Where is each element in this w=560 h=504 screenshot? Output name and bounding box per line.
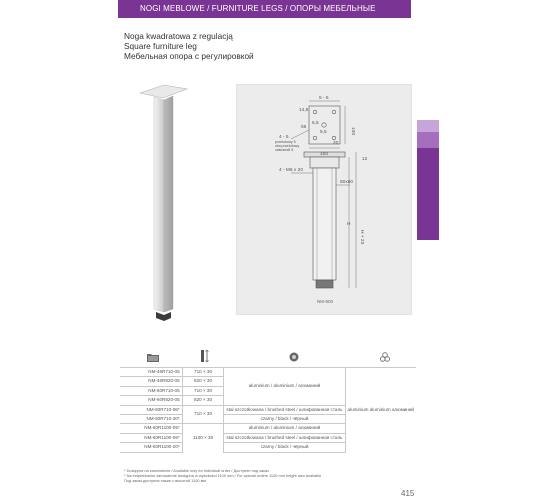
height-dimension-icon <box>200 349 210 367</box>
leg-photo <box>118 60 218 340</box>
technical-drawing <box>236 84 412 315</box>
footnote-2: * Na indywidualne zamówienie dostępna w wysokości 1100 mm / For special orders 1100 mm height also available <box>124 473 322 479</box>
profile-dim: 60x60 <box>340 180 354 185</box>
footnote-1: * Dostępna na zamówienie / Available only for individual order / Доступен под заказ <box>124 468 269 473</box>
row-code: NM-60R1100-20* <box>120 443 182 452</box>
dim-100-right: 100 <box>350 127 355 136</box>
side-tab-dark <box>417 148 439 240</box>
dim-14: 14,5 <box>299 108 309 113</box>
title-russian: Мебельная опора с регулировкой <box>124 51 254 61</box>
dim-5-5-b: 5,5 <box>320 130 327 135</box>
footnotes <box>124 468 321 484</box>
row-dim: 710 × 30 <box>182 368 224 377</box>
leg-right-face <box>164 96 173 312</box>
material-balls-icon <box>380 349 390 367</box>
row-code: NM-60R710-06* <box>120 405 182 414</box>
dim-20: 20 <box>333 141 339 146</box>
row-code: NM-46R710-05 <box>120 368 182 377</box>
title-english: Square furniture leg <box>124 41 197 51</box>
dim-55: 55 <box>301 125 307 130</box>
row-code: NM-60R710-05 <box>120 386 182 395</box>
hole-note-1: 4 - 5 <box>279 135 289 140</box>
spec-table-grid <box>120 367 416 453</box>
leg-tube <box>313 168 336 280</box>
finish-black: czarny / black / чёрный <box>224 443 345 452</box>
spec-table <box>120 345 416 453</box>
leg-left-face <box>154 97 164 312</box>
thread-note: 4 - M6 x 20 <box>279 168 303 173</box>
table-icon-row <box>120 345 416 367</box>
drawing-caption: NM-600 <box>317 299 334 304</box>
row-code: NM-46R820-05 <box>120 377 182 386</box>
leg-top-plate <box>140 85 187 98</box>
product-title <box>124 31 254 61</box>
material-cell: aluminium aluminium алюминий <box>345 368 416 453</box>
section-header <box>118 0 411 18</box>
finish-swatch-icon <box>289 349 299 367</box>
dim-h-20: H + 20 <box>359 230 364 245</box>
finish-brushed: stal szczotkowana / brushed steel / шлифованная сталь <box>224 433 345 442</box>
header-text: NOGI MEBLOWE / FURNITURE LEGS / ОПОРЫ МЕБЕЛЬНЫЕ <box>140 4 376 13</box>
leg-foot <box>156 312 171 321</box>
side-tab-light <box>417 120 439 132</box>
dim-h: H <box>347 222 351 227</box>
finish-aluminium: aluminium / aluminium / алюминий <box>224 424 345 433</box>
row-code: NM-60R1100-05* <box>120 424 182 433</box>
footnote-3: Под заказ доступна также с высотой 1100 мм <box>124 478 206 484</box>
row-dim: 820 × 30 <box>182 377 224 386</box>
row-code: NM-60R710-20* <box>120 415 182 424</box>
row-dim: 710 × 30 <box>182 386 224 395</box>
row-dim-group-1100: 1100 × 30 <box>182 424 224 452</box>
dim-12: 12 <box>362 157 368 162</box>
row-code: NM-60R820-05 <box>120 396 182 405</box>
hole-note-4: сквозной 5 <box>275 148 294 152</box>
side-tab-mid <box>417 132 439 148</box>
row-dim-group-710: 710 × 30 <box>182 405 224 424</box>
dim-100-bottom: 100 <box>320 152 329 157</box>
row-code: NM-60R1100-06* <box>120 433 182 442</box>
finish-brushed: stal szczotkowana / brushed steel / шлифованная сталь <box>224 405 345 414</box>
title-polish: Noga kwadratowa z regulacją <box>124 31 233 41</box>
dim-5-5-a: 5,5 <box>312 121 319 126</box>
hole-note-3: otw.przelotowy <box>275 144 300 148</box>
finish-black: czarny / black / чёрный <box>224 415 345 424</box>
dim-top: 5 - 5 <box>319 96 329 101</box>
finish-aluminium: aluminium / aluminium / алюминий <box>224 368 345 406</box>
table-row <box>120 368 416 377</box>
row-dim: 820 × 30 <box>182 396 224 405</box>
page-number: 415 <box>401 489 415 498</box>
folder-icon <box>147 349 159 367</box>
hole-note-2: przelotowy 5 <box>275 140 296 144</box>
